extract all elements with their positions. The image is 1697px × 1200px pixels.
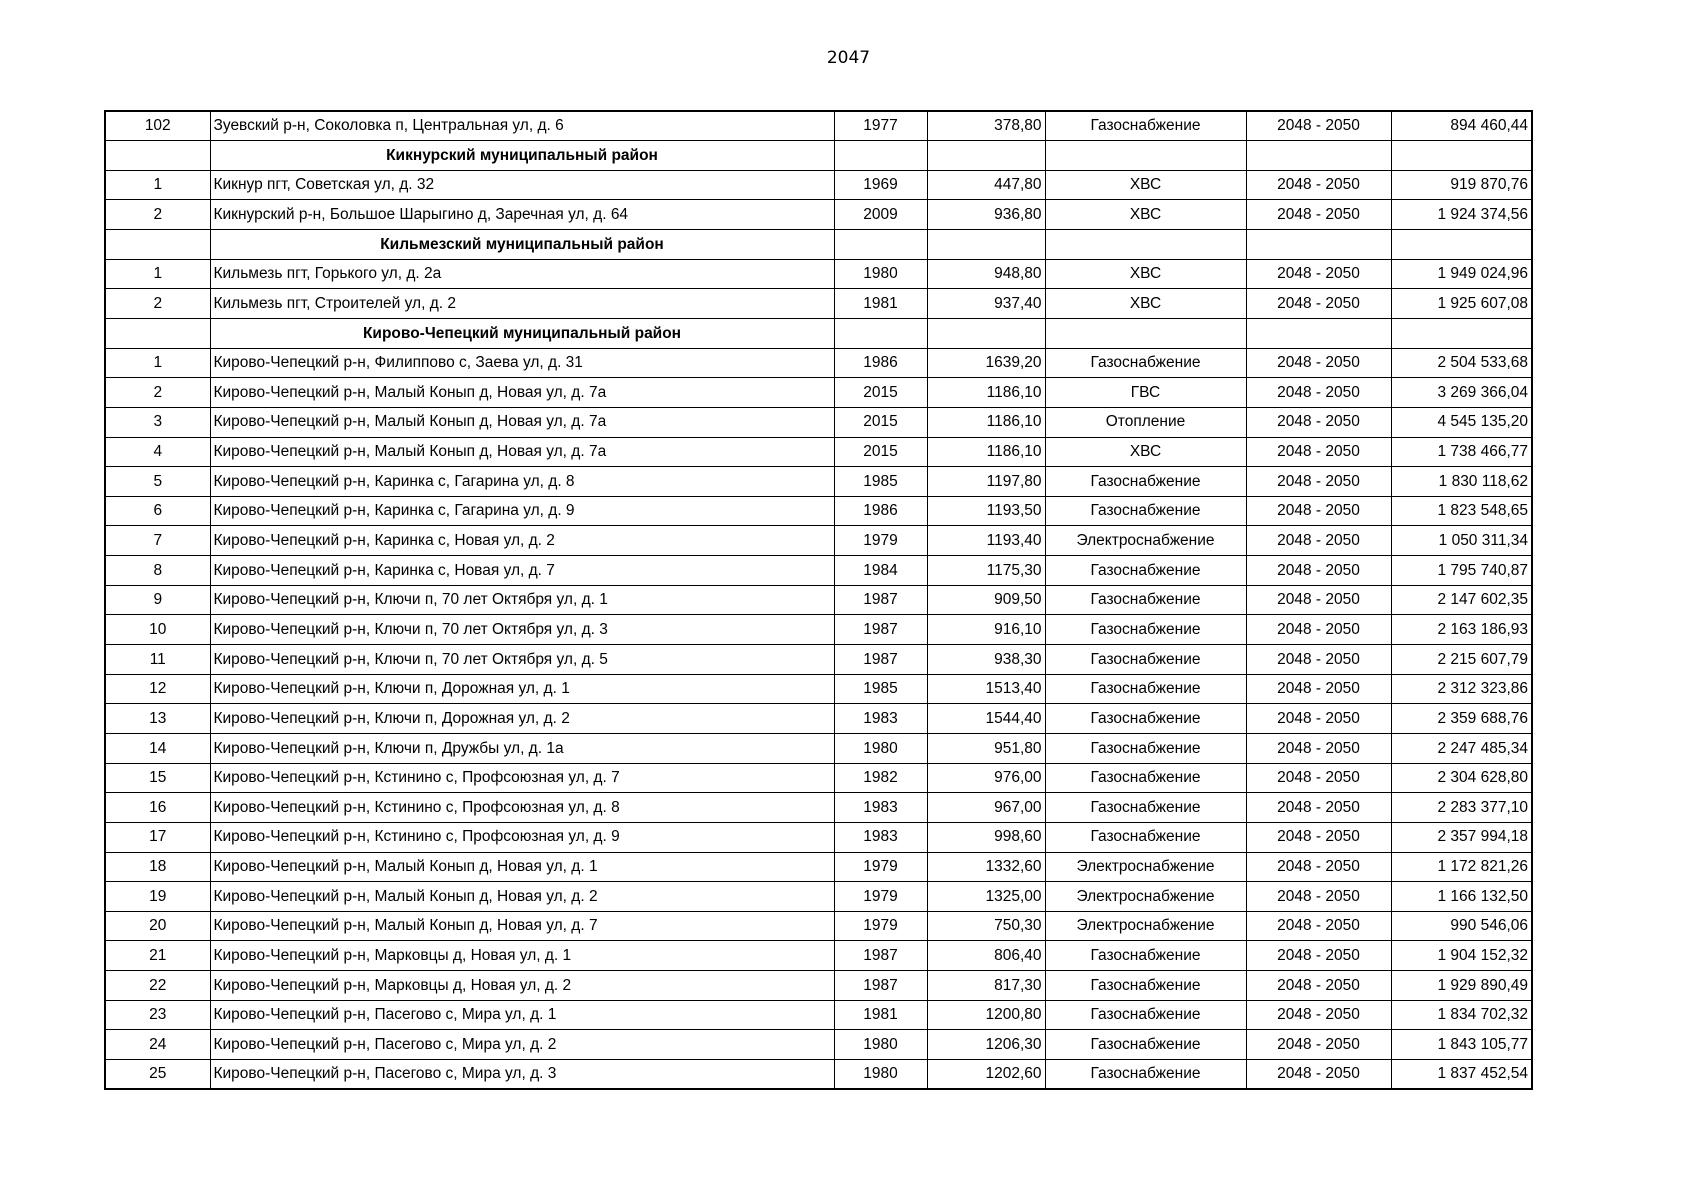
- empty-cell: [1045, 230, 1246, 260]
- address-cell: Кирово-Чепецкий р-н, Каринка с, Гагарина ул, д. 9: [210, 496, 834, 526]
- year-cell: 1981: [834, 1000, 927, 1030]
- empty-cell: [1391, 230, 1532, 260]
- page-number: 2047: [826, 48, 871, 68]
- work-type-cell: Отопление: [1045, 407, 1246, 437]
- table-row: [105, 170, 1532, 200]
- work-type-cell: Газоснабжение: [1045, 1060, 1246, 1090]
- table-row: [105, 407, 1532, 437]
- cost-cell: 2 283 377,10: [1391, 793, 1532, 823]
- cost-cell: 1 823 548,65: [1391, 496, 1532, 526]
- period-cell: 2048 - 2050: [1246, 200, 1391, 230]
- period-cell: 2048 - 2050: [1246, 882, 1391, 912]
- empty-cell: [1246, 230, 1391, 260]
- address-cell: Кирово-Чепецкий р-н, Малый Конып д, Новая ул, д. 2: [210, 882, 834, 912]
- section-header-row: [105, 141, 1532, 171]
- address-cell: Кирово-Чепецкий р-н, Кстинино с, Профсоюзная ул, д. 7: [210, 763, 834, 793]
- table-row: [105, 852, 1532, 882]
- row-number: 1: [105, 170, 210, 200]
- table-row: [105, 882, 1532, 912]
- area-cell: 936,80: [927, 200, 1045, 230]
- year-cell: 1985: [834, 674, 927, 704]
- work-type-cell: Электроснабжение: [1045, 852, 1246, 882]
- year-cell: 1979: [834, 852, 927, 882]
- area-cell: 1200,80: [927, 1000, 1045, 1030]
- empty-cell: [1045, 141, 1246, 171]
- year-cell: 1987: [834, 585, 927, 615]
- work-type-cell: Газоснабжение: [1045, 1030, 1246, 1060]
- area-cell: 998,60: [927, 822, 1045, 852]
- address-cell: Кикнур пгт, Советская ул, д. 32: [210, 170, 834, 200]
- period-cell: 2048 - 2050: [1246, 704, 1391, 734]
- table-row: [105, 971, 1532, 1001]
- row-number: 24: [105, 1030, 210, 1060]
- period-cell: 2048 - 2050: [1246, 259, 1391, 289]
- cost-cell: 2 504 533,68: [1391, 348, 1532, 378]
- row-number: 2: [105, 200, 210, 230]
- address-cell: Кирово-Чепецкий р-н, Кстинино с, Профсоюзная ул, д. 8: [210, 793, 834, 823]
- year-cell: 1980: [834, 733, 927, 763]
- cost-cell: 4 545 135,20: [1391, 407, 1532, 437]
- area-cell: 976,00: [927, 763, 1045, 793]
- address-cell: Кирово-Чепецкий р-н, Пасегово с, Мира ул, д. 1: [210, 1000, 834, 1030]
- cost-cell: 1 949 024,96: [1391, 259, 1532, 289]
- period-cell: 2048 - 2050: [1246, 1060, 1391, 1090]
- work-type-cell: ХВС: [1045, 437, 1246, 467]
- section-header-row: [105, 318, 1532, 348]
- work-type-cell: Газоснабжение: [1045, 467, 1246, 497]
- period-cell: 2048 - 2050: [1246, 437, 1391, 467]
- row-number: 2: [105, 289, 210, 319]
- work-type-cell: Газоснабжение: [1045, 496, 1246, 526]
- row-number: 1: [105, 348, 210, 378]
- area-cell: 909,50: [927, 585, 1045, 615]
- address-cell: Кирово-Чепецкий р-н, Ключи п, 70 лет Октября ул, д. 3: [210, 615, 834, 645]
- year-cell: 1977: [834, 111, 927, 141]
- year-cell: 1980: [834, 1060, 927, 1090]
- row-number: 9: [105, 585, 210, 615]
- area-cell: 1197,80: [927, 467, 1045, 497]
- area-cell: 1639,20: [927, 348, 1045, 378]
- year-cell: 2015: [834, 378, 927, 408]
- cost-cell: 990 546,06: [1391, 911, 1532, 941]
- period-cell: 2048 - 2050: [1246, 645, 1391, 675]
- row-number: 2: [105, 378, 210, 408]
- cost-cell: 919 870,76: [1391, 170, 1532, 200]
- row-number: 12: [105, 674, 210, 704]
- work-type-cell: Газоснабжение: [1045, 1000, 1246, 1030]
- row-number: 4: [105, 437, 210, 467]
- table-row: [105, 674, 1532, 704]
- address-cell: Кильмезь пгт, Строителей ул, д. 2: [210, 289, 834, 319]
- area-cell: 1193,40: [927, 526, 1045, 556]
- row-number: 3: [105, 407, 210, 437]
- work-type-cell: Газоснабжение: [1045, 556, 1246, 586]
- row-number: 5: [105, 467, 210, 497]
- table-row: [105, 733, 1532, 763]
- address-cell: Кирово-Чепецкий р-н, Кстинино с, Профсоюзная ул, д. 9: [210, 822, 834, 852]
- period-cell: 2048 - 2050: [1246, 822, 1391, 852]
- cost-cell: 1 834 702,32: [1391, 1000, 1532, 1030]
- row-number: 19: [105, 882, 210, 912]
- table-row: [105, 200, 1532, 230]
- period-cell: 2048 - 2050: [1246, 585, 1391, 615]
- table-row: [105, 437, 1532, 467]
- empty-cell: [105, 230, 210, 260]
- address-cell: Кирово-Чепецкий р-н, Марковцы д, Новая ул, д. 1: [210, 941, 834, 971]
- period-cell: 2048 - 2050: [1246, 615, 1391, 645]
- cost-cell: 1 924 374,56: [1391, 200, 1532, 230]
- empty-cell: [927, 318, 1045, 348]
- period-cell: 2048 - 2050: [1246, 348, 1391, 378]
- year-cell: 1981: [834, 289, 927, 319]
- work-type-cell: Газоснабжение: [1045, 704, 1246, 734]
- table-row: [105, 526, 1532, 556]
- row-number: 8: [105, 556, 210, 586]
- area-cell: 817,30: [927, 971, 1045, 1001]
- year-cell: 1984: [834, 556, 927, 586]
- row-number: 20: [105, 911, 210, 941]
- work-type-cell: Газоснабжение: [1045, 941, 1246, 971]
- address-cell: Кирово-Чепецкий р-н, Малый Конып д, Новая ул, д. 7а: [210, 437, 834, 467]
- period-cell: 2048 - 2050: [1246, 526, 1391, 556]
- empty-cell: [1045, 318, 1246, 348]
- area-cell: 1175,30: [927, 556, 1045, 586]
- table-row: [105, 348, 1532, 378]
- year-cell: 1987: [834, 615, 927, 645]
- row-number: 7: [105, 526, 210, 556]
- work-type-cell: Газоснабжение: [1045, 615, 1246, 645]
- row-number: 11: [105, 645, 210, 675]
- year-cell: 1986: [834, 348, 927, 378]
- address-cell: Кирово-Чепецкий р-н, Филиппово с, Заева ул, д. 31: [210, 348, 834, 378]
- address-cell: Кирово-Чепецкий р-н, Марковцы д, Новая ул, д. 2: [210, 971, 834, 1001]
- year-cell: 1987: [834, 941, 927, 971]
- row-number: 22: [105, 971, 210, 1001]
- row-number: 102: [105, 111, 210, 141]
- table-row: [105, 645, 1532, 675]
- year-cell: 1987: [834, 645, 927, 675]
- area-cell: 1202,60: [927, 1060, 1045, 1090]
- address-cell: Кирово-Чепецкий р-н, Ключи п, Дорожная ул, д. 2: [210, 704, 834, 734]
- period-cell: 2048 - 2050: [1246, 496, 1391, 526]
- area-cell: 1193,50: [927, 496, 1045, 526]
- row-number: 23: [105, 1000, 210, 1030]
- period-cell: 2048 - 2050: [1246, 733, 1391, 763]
- empty-cell: [1391, 318, 1532, 348]
- row-number: 25: [105, 1060, 210, 1090]
- year-cell: 1983: [834, 793, 927, 823]
- area-cell: 447,80: [927, 170, 1045, 200]
- row-number: 15: [105, 763, 210, 793]
- address-cell: Кирово-Чепецкий р-н, Малый Конып д, Новая ул, д. 1: [210, 852, 834, 882]
- row-number: 14: [105, 733, 210, 763]
- period-cell: 2048 - 2050: [1246, 763, 1391, 793]
- table-row: [105, 763, 1532, 793]
- area-cell: 967,00: [927, 793, 1045, 823]
- address-cell: Кирово-Чепецкий р-н, Пасегово с, Мира ул, д. 2: [210, 1030, 834, 1060]
- cost-cell: 1 904 152,32: [1391, 941, 1532, 971]
- row-number: 6: [105, 496, 210, 526]
- address-cell: Кирово-Чепецкий р-н, Каринка с, Новая ул, д. 7: [210, 556, 834, 586]
- row-number: 17: [105, 822, 210, 852]
- period-cell: 2048 - 2050: [1246, 467, 1391, 497]
- year-cell: 2015: [834, 437, 927, 467]
- cost-cell: 1 925 607,08: [1391, 289, 1532, 319]
- address-cell: Кирово-Чепецкий р-н, Пасегово с, Мира ул, д. 3: [210, 1060, 834, 1090]
- empty-cell: [105, 318, 210, 348]
- empty-cell: [1391, 141, 1532, 171]
- empty-cell: [1246, 318, 1391, 348]
- empty-cell: [834, 141, 927, 171]
- table-row: [105, 793, 1532, 823]
- table-row: [105, 378, 1532, 408]
- area-cell: 1186,10: [927, 437, 1045, 467]
- section-title: Кирово-Чепецкий муниципальный район: [210, 318, 834, 348]
- row-number: 1: [105, 259, 210, 289]
- table-row: [105, 1060, 1532, 1090]
- area-cell: 937,40: [927, 289, 1045, 319]
- address-cell: Кирово-Чепецкий р-н, Ключи п, Дорожная ул, д. 1: [210, 674, 834, 704]
- area-cell: 938,30: [927, 645, 1045, 675]
- address-cell: Кирово-Чепецкий р-н, Каринка с, Новая ул, д. 2: [210, 526, 834, 556]
- address-cell: Кирово-Чепецкий р-н, Малый Конып д, Новая ул, д. 7а: [210, 378, 834, 408]
- cost-cell: 1 830 118,62: [1391, 467, 1532, 497]
- table-row: [105, 1000, 1532, 1030]
- table-row: [105, 111, 1532, 141]
- address-cell: Кильмезь пгт, Горького ул, д. 2а: [210, 259, 834, 289]
- row-number: 13: [105, 704, 210, 734]
- table-row: [105, 941, 1532, 971]
- year-cell: 2015: [834, 407, 927, 437]
- table-row: [105, 704, 1532, 734]
- row-number: 18: [105, 852, 210, 882]
- cost-cell: 2 357 994,18: [1391, 822, 1532, 852]
- table-row: [105, 585, 1532, 615]
- address-cell: Зуевский р-н, Соколовка п, Центральная ул, д. 6: [210, 111, 834, 141]
- address-cell: Кирово-Чепецкий р-н, Малый Конып д, Новая ул, д. 7: [210, 911, 834, 941]
- work-type-cell: Газоснабжение: [1045, 348, 1246, 378]
- period-cell: 2048 - 2050: [1246, 378, 1391, 408]
- year-cell: 1979: [834, 882, 927, 912]
- work-type-cell: Газоснабжение: [1045, 111, 1246, 141]
- cost-cell: 1 738 466,77: [1391, 437, 1532, 467]
- work-type-cell: Газоснабжение: [1045, 793, 1246, 823]
- address-cell: Кирово-Чепецкий р-н, Ключи п, 70 лет Октября ул, д. 5: [210, 645, 834, 675]
- period-cell: 2048 - 2050: [1246, 289, 1391, 319]
- year-cell: 1979: [834, 526, 927, 556]
- table-row: [105, 496, 1532, 526]
- cost-cell: 2 359 688,76: [1391, 704, 1532, 734]
- period-cell: 2048 - 2050: [1246, 556, 1391, 586]
- year-cell: 2009: [834, 200, 927, 230]
- cost-cell: 1 837 452,54: [1391, 1060, 1532, 1090]
- cost-cell: 1 166 132,50: [1391, 882, 1532, 912]
- period-cell: 2048 - 2050: [1246, 407, 1391, 437]
- cost-cell: 2 163 186,93: [1391, 615, 1532, 645]
- row-number: 10: [105, 615, 210, 645]
- area-cell: 916,10: [927, 615, 1045, 645]
- work-type-cell: ХВС: [1045, 259, 1246, 289]
- year-cell: 1983: [834, 822, 927, 852]
- work-type-cell: Электроснабжение: [1045, 882, 1246, 912]
- period-cell: 2048 - 2050: [1246, 170, 1391, 200]
- year-cell: 1979: [834, 911, 927, 941]
- row-number: 16: [105, 793, 210, 823]
- cost-cell: 1 843 105,77: [1391, 1030, 1532, 1060]
- address-cell: Кирово-Чепецкий р-н, Ключи п, 70 лет Октября ул, д. 1: [210, 585, 834, 615]
- row-number: 21: [105, 941, 210, 971]
- period-cell: 2048 - 2050: [1246, 793, 1391, 823]
- table-row: [105, 822, 1532, 852]
- cost-cell: 2 247 485,34: [1391, 733, 1532, 763]
- area-cell: 1186,10: [927, 378, 1045, 408]
- cost-cell: 2 304 628,80: [1391, 763, 1532, 793]
- period-cell: 2048 - 2050: [1246, 911, 1391, 941]
- table-row: [105, 259, 1532, 289]
- period-cell: 2048 - 2050: [1246, 941, 1391, 971]
- year-cell: 1986: [834, 496, 927, 526]
- section-title: Кикнурский муниципальный район: [210, 141, 834, 171]
- table-row: [105, 556, 1532, 586]
- table-row: [105, 615, 1532, 645]
- address-cell: Кирово-Чепецкий р-н, Малый Конып д, Новая ул, д. 7а: [210, 407, 834, 437]
- work-type-cell: ГВС: [1045, 378, 1246, 408]
- work-type-cell: Газоснабжение: [1045, 645, 1246, 675]
- period-cell: 2048 - 2050: [1246, 1000, 1391, 1030]
- empty-cell: [1246, 141, 1391, 171]
- year-cell: 1987: [834, 971, 927, 1001]
- table-row: [105, 467, 1532, 497]
- empty-cell: [834, 230, 927, 260]
- empty-cell: [105, 141, 210, 171]
- work-type-cell: Газоснабжение: [1045, 585, 1246, 615]
- period-cell: 2048 - 2050: [1246, 852, 1391, 882]
- section-title: Кильмезский муниципальный район: [210, 230, 834, 260]
- cost-cell: 3 269 366,04: [1391, 378, 1532, 408]
- work-type-cell: ХВС: [1045, 200, 1246, 230]
- work-type-cell: Газоснабжение: [1045, 971, 1246, 1001]
- work-type-cell: Электроснабжение: [1045, 526, 1246, 556]
- year-cell: 1985: [834, 467, 927, 497]
- table-row: [105, 1030, 1532, 1060]
- period-cell: 2048 - 2050: [1246, 111, 1391, 141]
- section-header-row: [105, 230, 1532, 260]
- address-cell: Кикнурский р-н, Большое Шарыгино д, Заречная ул, д. 64: [210, 200, 834, 230]
- cost-cell: 894 460,44: [1391, 111, 1532, 141]
- work-type-cell: Газоснабжение: [1045, 822, 1246, 852]
- area-cell: 1332,60: [927, 852, 1045, 882]
- cost-cell: 1 050 311,34: [1391, 526, 1532, 556]
- cost-cell: 2 312 323,86: [1391, 674, 1532, 704]
- empty-cell: [927, 141, 1045, 171]
- period-cell: 2048 - 2050: [1246, 674, 1391, 704]
- cost-cell: 1 929 890,49: [1391, 971, 1532, 1001]
- address-cell: Кирово-Чепецкий р-н, Каринка с, Гагарина ул, д. 8: [210, 467, 834, 497]
- year-cell: 1982: [834, 763, 927, 793]
- period-cell: 2048 - 2050: [1246, 1030, 1391, 1060]
- table-row: [105, 289, 1532, 319]
- work-type-cell: ХВС: [1045, 289, 1246, 319]
- area-cell: 1325,00: [927, 882, 1045, 912]
- registry-table: [104, 110, 1533, 1090]
- empty-cell: [834, 318, 927, 348]
- area-cell: 806,40: [927, 941, 1045, 971]
- cost-cell: 2 147 602,35: [1391, 585, 1532, 615]
- registry-body: [105, 111, 1532, 1089]
- year-cell: 1969: [834, 170, 927, 200]
- year-cell: 1983: [834, 704, 927, 734]
- area-cell: 948,80: [927, 259, 1045, 289]
- cost-cell: 1 795 740,87: [1391, 556, 1532, 586]
- address-cell: Кирово-Чепецкий р-н, Ключи п, Дружбы ул, д. 1а: [210, 733, 834, 763]
- work-type-cell: ХВС: [1045, 170, 1246, 200]
- area-cell: 1544,40: [927, 704, 1045, 734]
- area-cell: 951,80: [927, 733, 1045, 763]
- work-type-cell: Газоснабжение: [1045, 674, 1246, 704]
- cost-cell: 1 172 821,26: [1391, 852, 1532, 882]
- year-cell: 1980: [834, 1030, 927, 1060]
- area-cell: 378,80: [927, 111, 1045, 141]
- period-cell: 2048 - 2050: [1246, 971, 1391, 1001]
- work-type-cell: Газоснабжение: [1045, 763, 1246, 793]
- area-cell: 1513,40: [927, 674, 1045, 704]
- year-cell: 1980: [834, 259, 927, 289]
- area-cell: 1186,10: [927, 407, 1045, 437]
- empty-cell: [927, 230, 1045, 260]
- work-type-cell: Газоснабжение: [1045, 733, 1246, 763]
- table-row: [105, 911, 1532, 941]
- area-cell: 750,30: [927, 911, 1045, 941]
- work-type-cell: Электроснабжение: [1045, 911, 1246, 941]
- cost-cell: 2 215 607,79: [1391, 645, 1532, 675]
- area-cell: 1206,30: [927, 1030, 1045, 1060]
